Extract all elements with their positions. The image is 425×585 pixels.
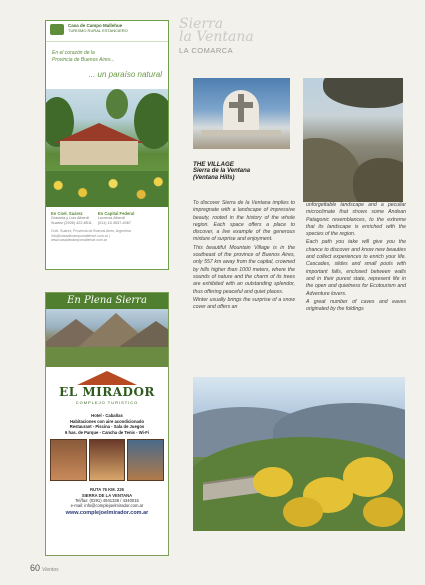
article-paragraph: This beautiful Mountain Village is in the southeast of the province of Buenos Aires, only 557 km away from the capital, crowned by hills higher than 1000 meters, where the sounds of nature and the charm of its trees are exhibited with an outstanding splendor, thus offering peaceful and quiet places. [193,244,295,295]
page-number: 60 [30,563,41,573]
article-paragraph: Each path you take will give you the chance to discover and know new beauties and collect experiences to enrich your life. Cascades, slides and small pools with important falls, enclosed between walls and in their purest state, represent life in the open and quietness for Ecotourism and Adventure lovers. [306,239,406,297]
ad2-thumbnails [46,437,168,483]
article-heading-line3: (Ventana Hills) [193,175,235,181]
article-column-1 [193,200,295,312]
ad2-thumb-room [89,439,126,481]
ad2-thumb-interior [50,439,87,481]
ad1-footer [46,226,168,246]
ad1-headline [46,42,168,83]
article-paragraph: Winter usually brings the surprise of a snow cover and offers an [193,296,295,311]
page-footer [30,563,59,573]
ad2-website: www.complejoelmirador.com.ar [65,510,149,517]
ad1-brand: Casa de Campo Mallehue [68,23,123,28]
article-paragraph: A great number of caves and eaves originated by the foldings [306,298,406,313]
ad1-footer-line2: info@casadecampomallehue.com.ar | www.casadecampomallehue.com.ar [51,233,110,242]
ad1-line2: Provincia de Buenos Aires... [52,57,115,63]
ad2-roof-icon [77,371,137,385]
ad1-contact-right-phone: (011) 15 4537-4067 [97,221,131,225]
ad2-name: EL MIRADOR [59,385,155,399]
ad2-contact-line1: Tel/fax: (0291) 4941338 / 4340015 [75,497,139,503]
article-paragraph: To discover Sierra de la Ventana implies to impregnate with a landscape of impressive beauty, rooted in the history of the whole region. Each space offers a place to discover, a live example of the generous mixture of surprise and enjoyment. [193,200,295,243]
section-title-line1: Sierra [179,16,224,32]
ad1-contact-right-name: Lucrecia Alberdi [97,216,125,220]
ad1-line1: En el corazón de la [52,50,95,56]
ad1-logo [50,24,64,35]
ad2-address [46,487,168,497]
ad1-slogan: ... un paraíso natural [88,70,162,79]
ad1-contact-left-name: Graciela y Luis Alberdi [51,216,89,220]
ad2-mountain-photo [46,309,168,367]
article-heading [193,161,295,182]
ad2-info-line: 6 has. de Parque - Cancha de Tenis - Wi-Fi [65,429,149,435]
article-heading-line1: THE VILLAGE [193,161,234,168]
ad2-address-line2: SIERRA DE LA VENTANA [81,492,133,498]
article-heading-line2: Sierra de la Ventana [193,168,251,174]
ad2-info-line: Habitaciones con aire acondicionado [70,418,144,424]
ad1-brand-tag: TURISMO RURAL ESTANCIERO [68,28,128,33]
ad1-contact-left-phone: Suarez (2926) 422-8511 [51,221,92,225]
ad2-contact-line2: e-mail: info@complejoelmirador.com.ar [70,502,144,508]
ad1-contact-left-heading: En Cnel. Suárez [51,211,83,216]
ad2-logo [46,367,168,411]
ad2-info [46,411,168,437]
ad1-contacts [46,207,168,226]
ad1-contact-left [51,211,92,226]
ad1-contact-right [98,211,135,226]
section-title-line3: LA COMARCA [179,46,234,55]
ad2-info-line: Restaurant - Piscina - Sala de Juegos [69,424,145,430]
section-title [179,18,299,66]
ad1-brand-bar [46,21,168,42]
ad2-subtitle: COMPLEJO TURISTICO [75,400,139,405]
rock-formation-photo [303,78,403,202]
ad2-info-line: Hotel - Cabañas [91,413,123,418]
article-paragraph: unforgettable landscape and a peculiar microclimate that shows some Andean Patagonic resemblances, to the extreme that its landscape is enriched with the species of the region. [306,202,406,238]
ad-casa-de-campo [45,20,169,270]
section-title-line2: la Ventana [179,29,254,45]
ad2-banner: En Plena Sierra [46,293,168,309]
magazine-name: Vientos [42,567,59,573]
ad1-contact-right-heading: En Capital Federal [97,211,135,216]
monument-photo [193,78,290,149]
landscape-photo [193,377,405,531]
ad1-footer-line1: Cnel. Suárez, Provincia de Buenos Aires, Argentina [51,229,131,233]
ad2-address-line1: RUTA 76 KM. 226 [90,487,124,493]
article-column-2 [306,202,406,314]
ad1-house-photo [46,89,168,207]
ad2-contact [46,498,168,508]
ad-el-mirador [45,292,169,556]
ad2-thumb-exterior [127,439,164,481]
